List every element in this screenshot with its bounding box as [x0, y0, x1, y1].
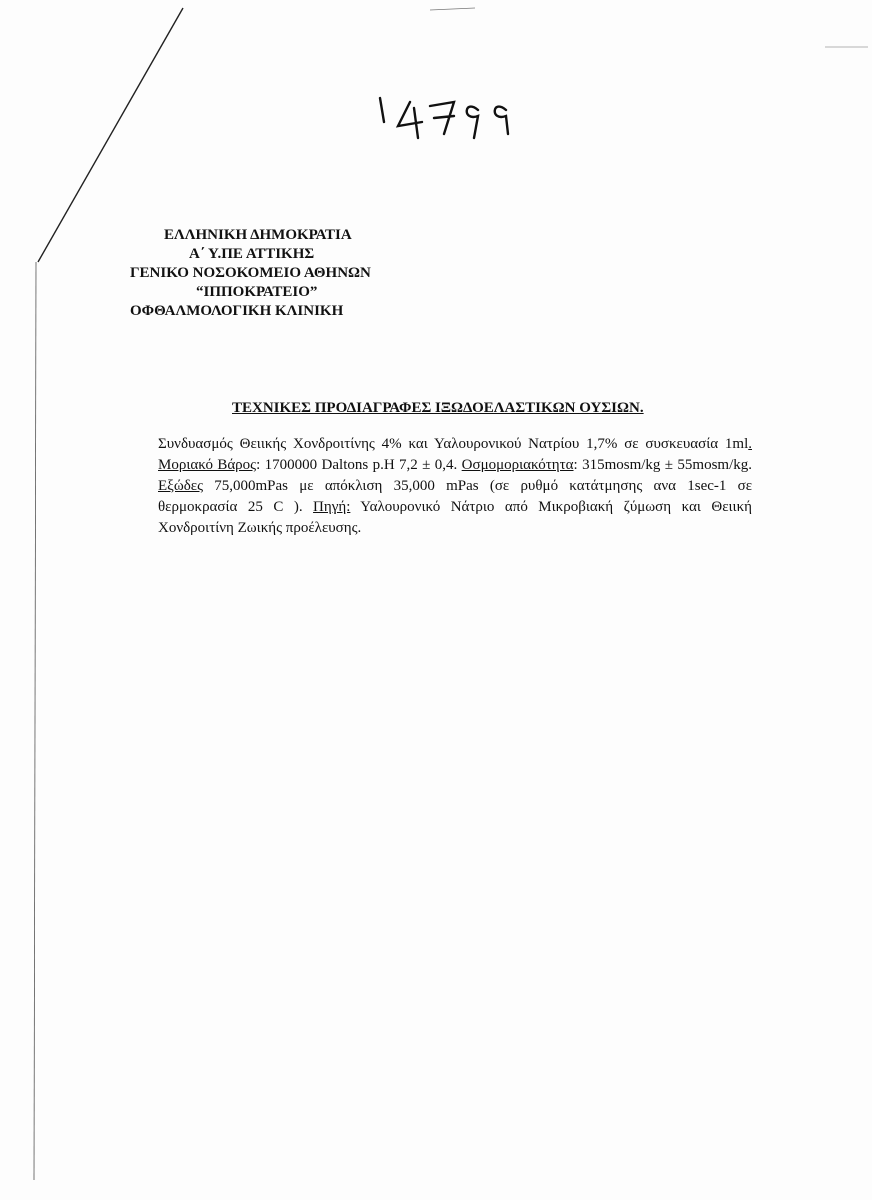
handwritten-reference-number	[370, 88, 530, 148]
header-line-health-region: Α΄ Υ.ΠΕ ΑΤΤΙΚΗΣ	[189, 246, 315, 262]
spec-mw-value: : 1700000 Daltons p.H 7,2 ± 0,4.	[256, 457, 462, 473]
header-line-hospital-name: “ΙΠΠΟΚΡΑΤΕΙΟ”	[196, 284, 318, 300]
letterhead	[130, 226, 430, 321]
spec-mw-label: . Μοριακό Βάρος	[158, 436, 752, 473]
document-title: ΤΕΧΝΙΚΕΣ ΠΡΟΔΙΑΓΡΑΦΕΣ ΙΞΩΔΟΕΛΑΣΤΙΚΩΝ ΟΥΣΙΩΝ.	[232, 400, 644, 416]
header-line-clinic: ΟΦΘΑΛΜΟΛΟΓΙΚΗ ΚΛΙΝΙΚΗ	[130, 303, 344, 319]
spec-osm-label: Οσμομοριακότητα	[461, 457, 574, 473]
header-line-hospital: ΓΕΝΙΚΟ ΝΟΣΟΚΟΜΕΙΟ ΑΘΗΝΩΝ	[130, 265, 371, 281]
spec-intro: Συνδυασμός Θειικής Χονδροιτίνης 4% και Υαλουρονικού Νατρίου 1,7% σε συσκευασία 1ml	[158, 436, 749, 452]
spec-source-value: Υαλουρονικό Νάτριο από Μικροβιακή ζύμωση και Θειική Χονδροιτίνη Ζωικής προέλευσης.	[158, 499, 752, 536]
header-line-country: ΕΛΛΗΝΙΚΗ ΔΗΜΟΚΡΑΤΙΑ	[164, 227, 352, 243]
spec-source-label: Πηγή:	[313, 499, 351, 515]
specification-paragraph	[158, 434, 752, 539]
spec-osm-value: : 315mosm/kg ± 55mosm/kg.	[573, 457, 752, 473]
spec-visc-label: Εξώδες	[158, 478, 204, 494]
spec-visc-value: 75,000mPas με απόκλιση 35,000 mPas (σε ρυθμό κατάτμησης ανα 1sec-1 σε θερμοκρασία 25 C ).	[158, 478, 752, 515]
